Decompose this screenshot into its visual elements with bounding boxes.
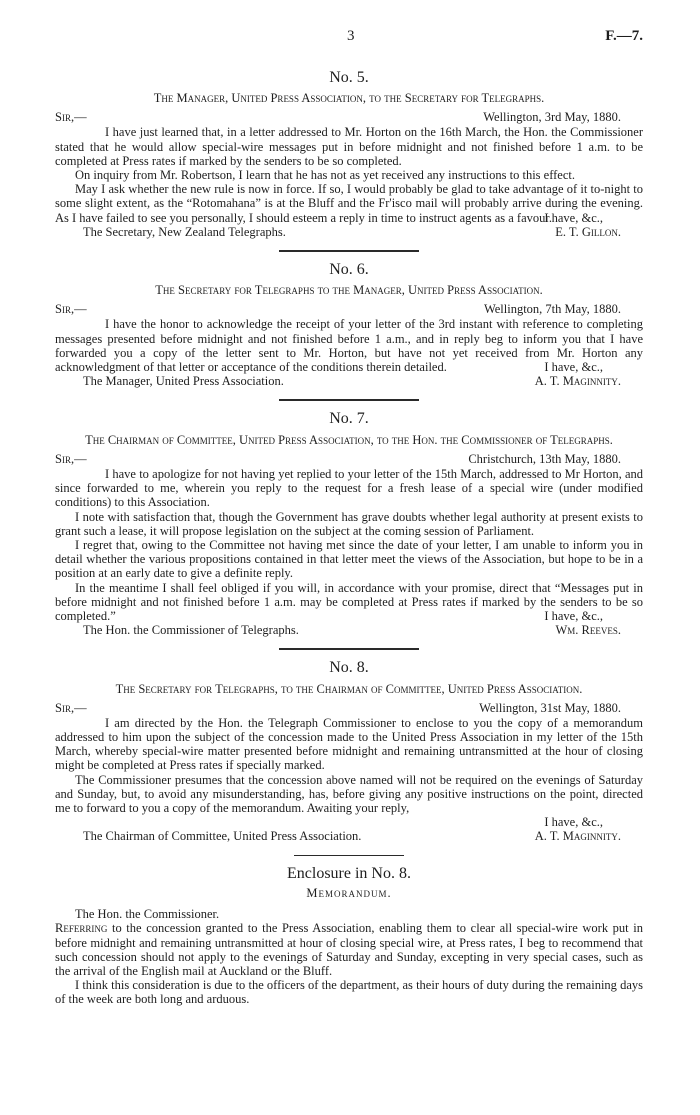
section-divider: [279, 399, 419, 401]
dateline: Wellington, 31st May, 1880.: [479, 700, 621, 715]
enclosure: [55, 864, 643, 1007]
closing: I have, &c.,: [544, 815, 603, 830]
addressee: The Manager, United Press Association.: [83, 374, 284, 389]
paragraph: I note with satisfaction that, though the Government has grave doubts whether legal authority at present exists to grant such a lease, it will propose legislation on the subject at the coming session of Parliament.: [55, 509, 643, 538]
dateline: Christchurch, 13th May, 1880.: [468, 451, 621, 466]
salutation: Sir,—: [55, 451, 87, 466]
letter-title: The Secretary for Telegraphs to the Manager, United Press Association.: [155, 283, 543, 298]
addressee: The Chairman of Committee, United Press Association.: [83, 829, 362, 844]
closing: I have, &c.,: [544, 360, 603, 375]
letter-no-8: [55, 658, 643, 843]
paragraph: I have the honor to acknowledge the receipt of your letter of the 3rd instant with reference to completing messages presented before midnight and not finished before 1 a.m., and in reply beg to inform you that I have forwarded you a copy of the letter sent to Mr. Horton, but have not yet received from Mr. Horton any acknowledgment of that letter or acceptance of the conditions therein detailed.: [55, 317, 643, 375]
section-divider: [279, 648, 419, 650]
letter-title: The Manager, United Press Association, to the Secretary for Telegraphs.: [153, 91, 545, 106]
letter-no-5: [55, 68, 643, 239]
paragraph: I am directed by the Hon. the Telegraph Commissioner to enclose to you the copy of a memorandum addressed to him upon the subject of the concession made to the United Press Association in my letter of the 15th March, whereby special-wire matter presented before midnight and remaining untransmitted at the hour of closing might be completed at Press rates if specially marked.: [55, 715, 643, 773]
letter-number: No. 6.: [329, 261, 369, 279]
signature: A. T. Maginnity.: [534, 829, 621, 844]
running-header: [55, 28, 643, 46]
signature: E. T. Gillon.: [555, 224, 621, 239]
closing: I have, &c.,: [544, 608, 603, 623]
paragraph-text: to the concession granted to the Press Association, enabling them to clear all special-wire work put in before midnight and remaining untransmitted at hour of closing special wire, at Press rates, I beg to recommend that such concession should not apply to the evenings of Saturday and Sunday, excepting in very special cases, such as the arrival of the English mail at Auckland or the Bluff.: [55, 921, 643, 979]
paragraph: I regret that, owing to the Committee not having met since the date of your letter, I am unable to inform you in detail whether the various propositions contained in that letter meet the views of the Association, but hope to be in a position at an early date to give a definite reply.: [55, 537, 643, 581]
letter-number: No. 5.: [329, 69, 369, 86]
paragraph: [55, 921, 643, 978]
memo-addressee: The Hon. the Commissioner.: [75, 907, 220, 922]
section-divider: [279, 250, 419, 252]
letter-title: The Secretary for Telegraphs, to the Chairman of Committee, United Press Association.: [115, 681, 583, 696]
salutation: Sir,—: [55, 700, 87, 715]
salutation: Sir,—: [55, 302, 87, 317]
letter-no-6: [55, 260, 643, 388]
addressee: The Hon. the Commissioner of Telegraphs.: [83, 623, 299, 638]
enclosure-title: Enclosure in No. 8.: [287, 865, 411, 883]
letter-title: The Chairman of Committee, United Press Association, to the Hon. the Commissioner of Telegraphs.: [85, 432, 613, 447]
paragraph: In the meantime I shall feel obliged if you will, in accordance with your promise, direct that “Messages put in before midnight and not finished before 1 a.m. may be completed at Press rates if marked by the senders to be so completed.”: [55, 580, 643, 623]
letter-number: No. 7.: [329, 410, 369, 428]
paragraph: I have just learned that, in a letter addressed to Mr. Horton on the 16th March, the Hon. the Commissioner stated that he would allow special-wire messages put in before midnight and not finished before 1 a.m. to be completed at Press rates if marked by the senders to be so completed.: [55, 125, 643, 168]
page-number: 3: [347, 28, 355, 44]
dateline: Wellington, 7th May, 1880.: [483, 302, 621, 317]
document-page: [55, 28, 643, 1007]
salutation: Sir,—: [55, 110, 87, 125]
signature: A. T. Maginnity.: [534, 374, 621, 389]
letter-no-7: [55, 409, 643, 637]
signature: Wm. Reeves.: [555, 623, 621, 638]
paragraph: I have to apologize for not having yet replied to your letter of the 15th March, addressed to Mr Horton, and since forwarded to me, wherein you reply to the request for a fresh lease of a special wire (under modified conditions) to this Association.: [55, 466, 643, 510]
paragraph: On inquiry from Mr. Robertson, I learn that he has not as yet received any instructions to this effect.: [75, 168, 575, 183]
section-divider: [294, 855, 404, 857]
dateline: Wellington, 3rd May, 1880.: [483, 110, 621, 125]
memorandum-heading: Memorandum.: [306, 886, 392, 901]
document-code: F.—7.: [605, 28, 643, 44]
addressee: The Secretary, New Zealand Telegraphs.: [83, 224, 286, 239]
paragraph: The Commissioner presumes that the concession above named will not be required on the evenings of Saturday and Sunday, but, to avoid any misunderstanding, has, before giving any positive instructions on the point, directed me to forward to you a copy of the memorandum. Awaiting your reply,: [55, 772, 643, 815]
letter-number: No. 8.: [329, 659, 369, 677]
paragraph: May I ask whether the new rule is now in force. If so, I would probably be glad to take advantage of it to-night to some slight extent, as the “Rotomahana” is at the Bluff and the Fr'isco mail will probably arrive during the evening. As I have failed to see you personally, I should esteem a reply in time to instruct agents as a favour.: [55, 182, 643, 225]
lead-word: Referring: [55, 921, 108, 936]
paragraph: I think this consideration is due to the officers of the department, as their hours of duty during the remaining days of the week are both long and arduous.: [55, 978, 643, 1007]
closing: I have, &c.,: [544, 210, 603, 225]
